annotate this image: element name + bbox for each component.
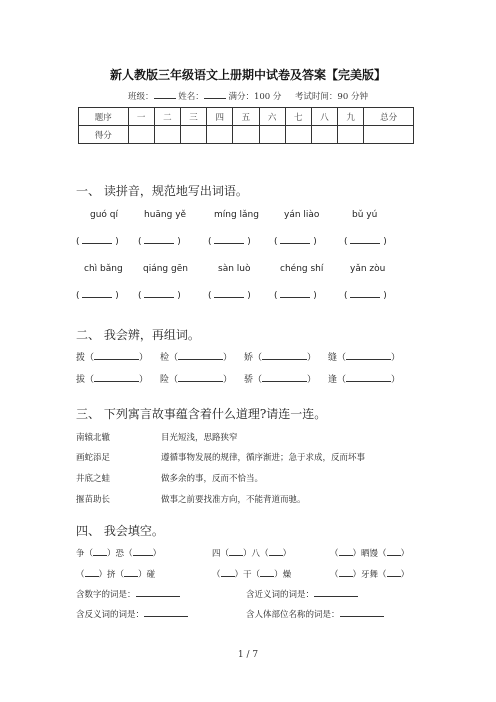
answer-bracket[interactable]: ( ) — [208, 291, 251, 301]
full-score: 满分：100 分 — [228, 92, 282, 102]
score-cell[interactable] — [259, 126, 285, 144]
moral[interactable]: 做事之前要找准方向，不能背道而驰。 — [161, 495, 306, 505]
score-cell[interactable] — [207, 126, 233, 144]
character: 拨 — [76, 353, 86, 363]
character: 缝 — [328, 353, 338, 363]
moral[interactable]: 做多余的事，反而不恰当。 — [161, 474, 264, 484]
name-label: 姓名： — [178, 92, 204, 102]
pinyin: guó qí — [90, 210, 118, 220]
answer-bracket[interactable]: ( ) — [208, 237, 251, 247]
score-header-cell: 四 — [207, 108, 233, 126]
pinyin: chéng shí — [280, 264, 324, 274]
class-blank[interactable] — [154, 90, 176, 99]
name-blank[interactable] — [204, 90, 226, 99]
character: 娇 — [244, 353, 254, 363]
idiom-fill[interactable]: （ ）挤（ ）碰 — [76, 570, 156, 580]
word-group[interactable]: 拨（ ） — [76, 353, 149, 363]
pinyin: míng lǎng — [214, 210, 259, 220]
exam-info — [0, 90, 496, 102]
word-group[interactable]: 检（ ） — [160, 353, 233, 363]
word-group[interactable]: 缝（ ） — [328, 353, 401, 363]
idiom[interactable]: 画蛇添足 — [76, 453, 111, 463]
score-table — [78, 107, 414, 144]
score-cell[interactable] — [285, 126, 311, 144]
idiom[interactable]: 井底之蛙 — [76, 474, 111, 484]
word-group[interactable]: 骄（ ） — [244, 375, 317, 385]
score-header-cell: 六 — [259, 108, 285, 126]
word-group[interactable]: 拔（ ） — [76, 375, 149, 385]
word-group[interactable]: 险（ ） — [160, 375, 233, 385]
page-title: 新人教版三年级语文上册期中试卷及答案【完美版】 — [109, 68, 386, 82]
answer-bracket[interactable]: ( ) — [344, 237, 387, 247]
score-header-cell: 八 — [311, 108, 337, 126]
pinyin: bǔ yú — [352, 210, 378, 220]
fill-line[interactable]: 含数字的词是： — [76, 588, 180, 600]
answer-bracket[interactable]: ( ) — [274, 291, 317, 301]
pinyin: yǎn zòu — [350, 264, 386, 274]
section-1-heading: 一、 读拼音，规范地写出词语。 — [76, 184, 248, 198]
fill-line[interactable]: 含反义词的词是： — [76, 608, 188, 620]
page-number: 1 / 7 — [237, 650, 259, 660]
character: 拔 — [76, 375, 86, 385]
score-row-label: 得分 — [79, 126, 129, 144]
exam-time: 考试时间：90 分钟 — [294, 92, 368, 102]
character: 险 — [160, 375, 170, 385]
answer-bracket[interactable]: ( ) — [76, 237, 119, 247]
idiom-fill[interactable]: （ ）牙舞（ ） — [330, 570, 410, 580]
word-group[interactable]: 娇（ ） — [244, 353, 317, 363]
word-group[interactable]: 逢（ ） — [328, 375, 401, 385]
character: 骄 — [244, 375, 254, 385]
score-header-cell: 五 — [233, 108, 259, 126]
pinyin: yán liào — [284, 210, 320, 220]
pinyin: huāng yě — [144, 210, 187, 220]
character: 逢 — [328, 375, 338, 385]
answer-bracket[interactable]: ( ) — [138, 291, 181, 301]
idiom-fill[interactable]: （ ）干（ ）燥 — [212, 570, 292, 580]
idiom[interactable]: 揠苗助长 — [76, 495, 111, 505]
answer-bracket[interactable]: ( ) — [344, 291, 387, 301]
fill-line[interactable]: 含人体部位名称的词是： — [246, 608, 384, 620]
moral[interactable]: 遵循事物发展的规律，循序渐进；急于求成，反而坏事 — [161, 453, 366, 463]
score-header-cell: 一 — [128, 108, 154, 126]
answer-bracket[interactable]: ( ) — [274, 237, 317, 247]
moral[interactable]: 目光短浅，思路狭窄 — [161, 433, 238, 443]
score-cell[interactable] — [311, 126, 337, 144]
score-cell[interactable] — [233, 126, 259, 144]
idiom-fill[interactable]: （ ）晒馒（ ） — [330, 549, 410, 559]
answer-bracket[interactable]: ( ) — [138, 237, 181, 247]
pinyin: qiáng gēn — [143, 264, 188, 274]
score-cell[interactable] — [128, 126, 154, 144]
score-cell[interactable] — [154, 126, 180, 144]
fill-line[interactable]: 含近义词的词是： — [246, 588, 358, 600]
character: 检 — [160, 353, 170, 363]
score-header-cell: 二 — [154, 108, 180, 126]
answer-bracket[interactable]: ( ) — [76, 291, 119, 301]
score-row — [79, 126, 414, 144]
pinyin: sàn luò — [218, 264, 251, 274]
score-cell[interactable] — [364, 126, 414, 144]
score-header-cell: 题序 — [79, 108, 129, 126]
class-label: 班级： — [128, 92, 154, 102]
score-header-cell: 三 — [180, 108, 206, 126]
score-cell[interactable] — [180, 126, 206, 144]
section-2-heading: 二、 我会辨，再组词。 — [76, 328, 200, 342]
idiom[interactable]: 南辕北辙 — [76, 433, 111, 443]
section-4-heading: 四、 我会填空。 — [76, 524, 164, 538]
idiom-fill[interactable]: 争（ ）恐（ ） — [76, 549, 162, 559]
score-header-cell: 总分 — [364, 108, 414, 126]
idiom-fill[interactable]: 四（ ）八（ ） — [212, 549, 292, 559]
score-cell[interactable] — [338, 126, 364, 144]
section-3-heading: 三、 下列寓言故事蕴含着什么道理?请连一连。 — [76, 407, 327, 421]
score-header-cell: 九 — [338, 108, 364, 126]
score-header-row — [79, 108, 414, 126]
pinyin: chì bǎng — [84, 264, 123, 274]
score-header-cell: 七 — [285, 108, 311, 126]
